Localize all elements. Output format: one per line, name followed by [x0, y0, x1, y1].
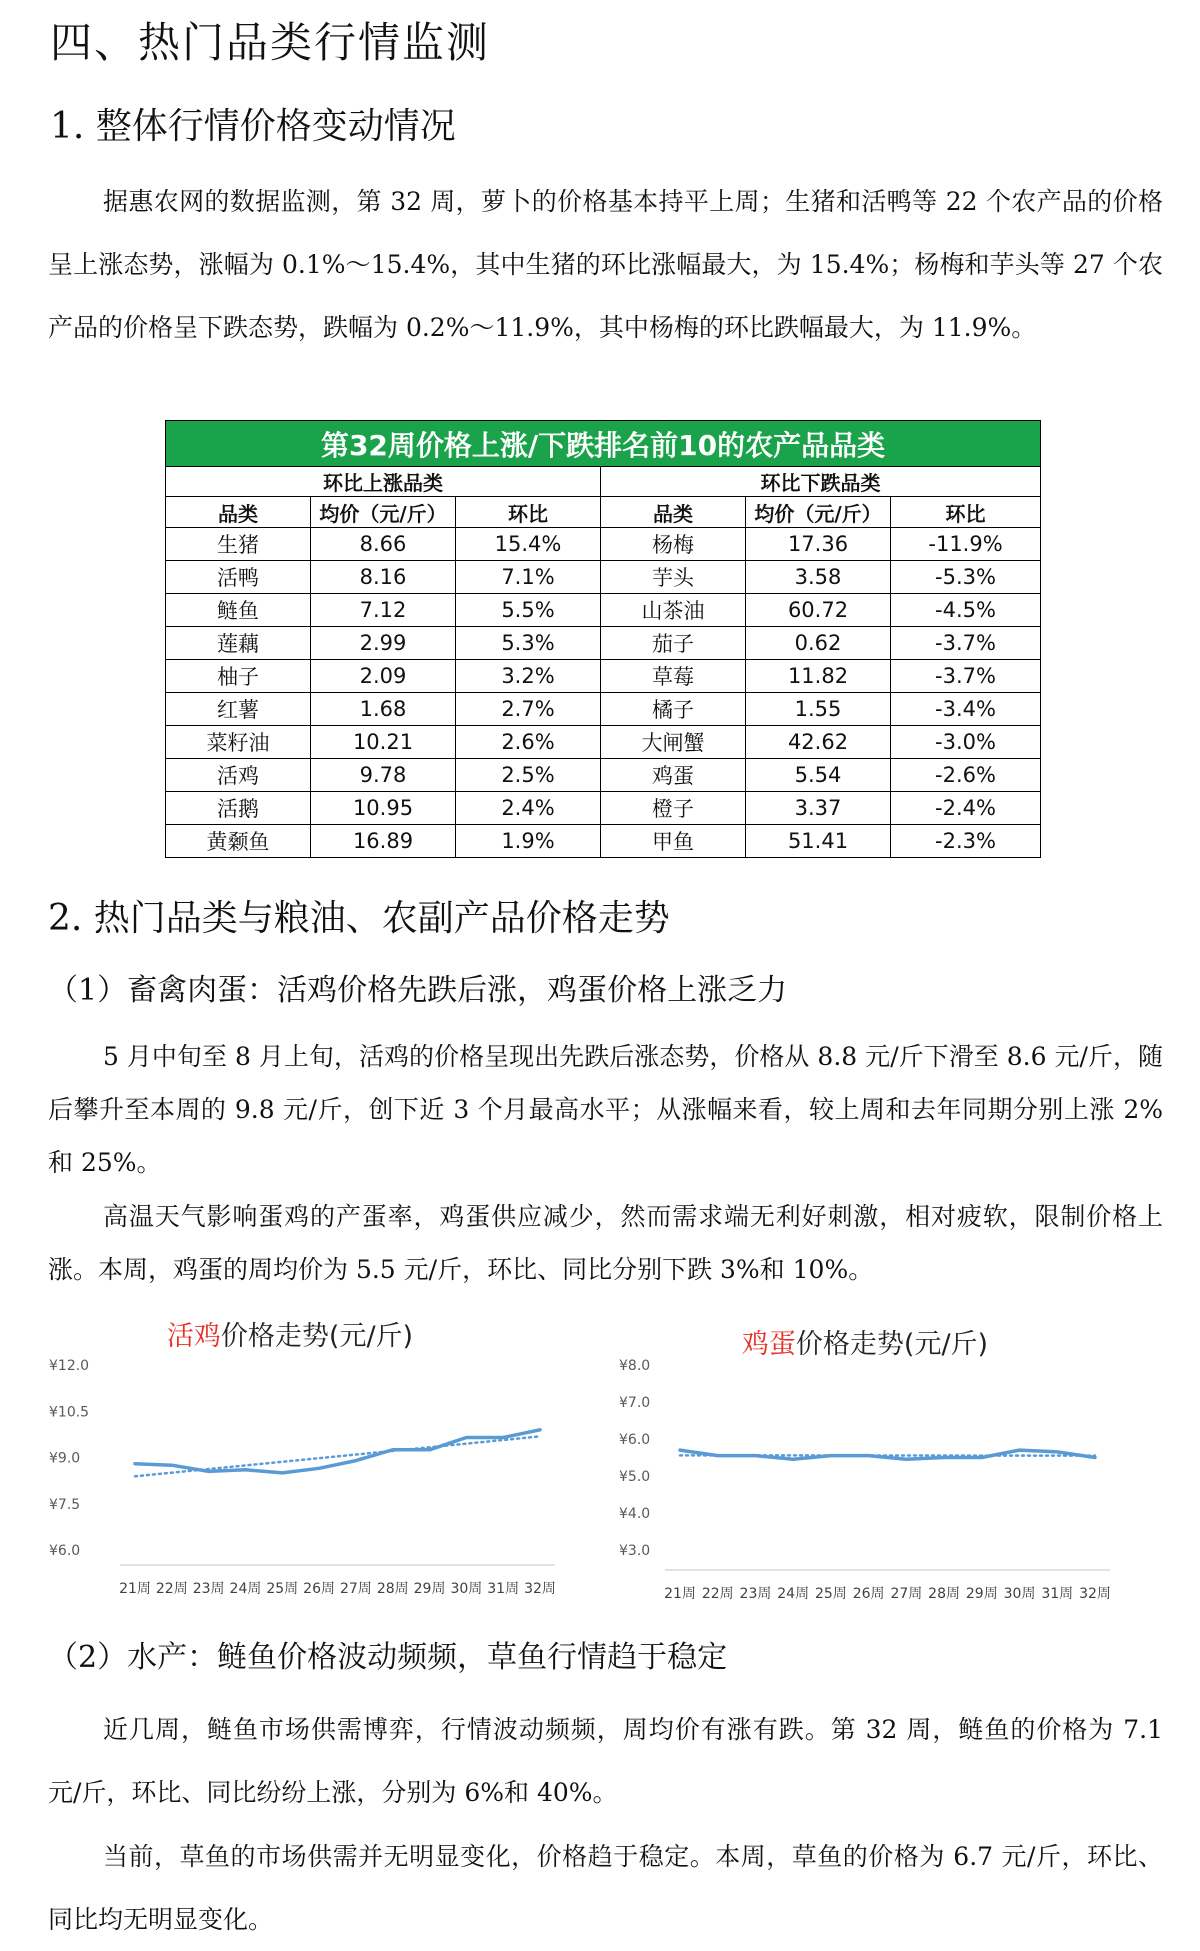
data-point: [354, 1459, 357, 1462]
x-tick-label: 26周: [853, 1586, 885, 1602]
fall-name-cell: 橘子: [601, 693, 746, 726]
data-point: [1056, 1450, 1059, 1453]
rise-name-cell: 活鹅: [166, 792, 311, 825]
rise-name-cell: 红薯: [166, 693, 311, 726]
rise-name-cell: 活鸭: [166, 561, 311, 594]
table-row: [166, 759, 1041, 792]
x-tick-label: 28周: [928, 1586, 960, 1602]
fall-price-cell: 11.82: [746, 660, 891, 693]
data-point: [207, 1470, 210, 1473]
rise-name-cell: 鲢鱼: [166, 594, 311, 627]
paragraph-grass-carp: 当前，草鱼的市场供需并无明显变化，价格趋于稳定。本周，草鱼的价格为 6.7 元/斤，环比、同比均无明显变化。: [48, 1825, 1163, 1951]
subheading-poultry: （1）畜禽肉蛋：活鸡价格先跌后涨，鸡蛋价格上涨乏力: [48, 965, 787, 1009]
x-tick-label: 30周: [450, 1581, 482, 1597]
series-line: [680, 1450, 1095, 1459]
x-tick-label: 27周: [340, 1581, 372, 1597]
fall-price-cell: 51.41: [746, 825, 891, 858]
live-chicken-price-chart: [45, 1305, 610, 1615]
egg-price-chart: [605, 1305, 1170, 1615]
x-tick-label: 32周: [1079, 1586, 1111, 1602]
x-tick-label: 29周: [414, 1581, 446, 1597]
fall-group-header: 环比下跌品类: [601, 467, 1041, 497]
chart-title: [167, 1321, 413, 1352]
subsection-title-overall: 1. 整体行情价格变动情况: [50, 98, 456, 149]
fall-price-cell: 5.54: [746, 759, 891, 792]
subsection-title-trends: 2. 热门品类与粮油、农副产品价格走势: [48, 890, 670, 941]
col-header-fall-name: 品类: [601, 497, 746, 528]
rise-price-cell: 16.89: [311, 825, 456, 858]
data-point: [716, 1454, 719, 1457]
rise-price-cell: 10.95: [311, 792, 456, 825]
x-tick-label: 26周: [303, 1581, 335, 1597]
x-tick-label: 28周: [377, 1581, 409, 1597]
fall-name-cell: 甲鱼: [601, 825, 746, 858]
x-tick-label: 24周: [777, 1586, 809, 1602]
rise-change-cell: 2.4%: [456, 792, 601, 825]
data-point: [905, 1458, 908, 1461]
table-row: [166, 627, 1041, 660]
data-point: [1094, 1456, 1097, 1459]
fall-price-cell: 42.62: [746, 726, 891, 759]
y-tick-label: ¥3.0: [619, 1543, 650, 1559]
x-tick-label: 30周: [1004, 1586, 1036, 1602]
fall-name-cell: 杨梅: [601, 528, 746, 561]
data-point: [829, 1454, 832, 1457]
x-tick-label: 22周: [156, 1581, 188, 1597]
chart-title: [742, 1329, 988, 1360]
chart-title-highlight: 鸡蛋: [742, 1329, 796, 1360]
rise-price-cell: 7.12: [311, 594, 456, 627]
fall-name-cell: 鸡蛋: [601, 759, 746, 792]
x-tick-label: 31周: [487, 1581, 519, 1597]
live-chicken-chart-svg: [45, 1305, 610, 1615]
data-point: [391, 1448, 394, 1451]
col-header-fall-change: 环比: [891, 497, 1041, 528]
data-point: [539, 1428, 542, 1431]
fall-change-cell: -2.3%: [891, 825, 1041, 858]
x-tick-label: 23周: [740, 1586, 772, 1602]
data-point: [792, 1458, 795, 1461]
data-point: [502, 1436, 505, 1439]
fall-name-cell: 大闸蟹: [601, 726, 746, 759]
data-point: [134, 1462, 137, 1465]
y-tick-label: ¥5.0: [619, 1469, 650, 1485]
rise-name-cell: 柚子: [166, 660, 311, 693]
paragraph-eggs: 高温天气影响蛋鸡的产蛋率，鸡蛋供应减少，然而需求端无利好刺激，相对疲软，限制价格上涨。本周，鸡蛋的周均价为 5.5 元/斤，环比、同比分别下跌 3%和 10%。: [48, 1190, 1163, 1296]
data-point: [867, 1454, 870, 1457]
data-point: [679, 1449, 682, 1452]
y-tick-label: ¥4.0: [619, 1506, 650, 1522]
price-ranking-table: [165, 420, 1041, 858]
data-point: [1018, 1449, 1021, 1452]
rise-name-cell: 活鸡: [166, 759, 311, 792]
rise-price-cell: 9.78: [311, 759, 456, 792]
fall-name-cell: 山茶油: [601, 594, 746, 627]
rise-name-cell: 黄颡鱼: [166, 825, 311, 858]
rise-change-cell: 2.5%: [456, 759, 601, 792]
paragraph-live-chicken: 5 月中旬至 8 月上旬，活鸡的价格呈现出先跌后涨态势，价格从 8.8 元/斤下滑至 8.6 元/斤，随后攀升至本周的 9.8 元/斤，创下近 3 个月最高水平；从涨幅来看，较上周和去年同期分别上涨 2%和 25%。: [48, 1030, 1163, 1189]
rise-change-cell: 2.7%: [456, 693, 601, 726]
rise-change-cell: 3.2%: [456, 660, 601, 693]
data-point: [281, 1471, 284, 1474]
x-tick-label: 32周: [524, 1581, 556, 1597]
x-tick-label: 24周: [230, 1581, 262, 1597]
data-point: [244, 1468, 247, 1471]
table-row: [166, 528, 1041, 561]
y-tick-label: ¥10.5: [49, 1404, 89, 1420]
x-tick-label: 29周: [966, 1586, 998, 1602]
table-row: [166, 792, 1041, 825]
fall-name-cell: 芋头: [601, 561, 746, 594]
data-point: [754, 1454, 757, 1457]
data-point: [980, 1456, 983, 1459]
subheading-aquatic: （2）水产：鲢鱼价格波动频频，草鱼行情趋于稳定: [48, 1632, 727, 1676]
col-header-rise-price: 均价（元/斤）: [311, 497, 456, 528]
x-tick-label: 31周: [1041, 1586, 1073, 1602]
fall-name-cell: 草莓: [601, 660, 746, 693]
fall-name-cell: 茄子: [601, 627, 746, 660]
fall-price-cell: 1.55: [746, 693, 891, 726]
y-tick-label: ¥7.0: [619, 1395, 650, 1411]
fall-change-cell: -3.0%: [891, 726, 1041, 759]
data-point: [465, 1436, 468, 1439]
rise-change-cell: 7.1%: [456, 561, 601, 594]
table-row: [166, 726, 1041, 759]
table-row: [166, 660, 1041, 693]
y-tick-label: ¥8.0: [619, 1358, 650, 1374]
rise-group-header: 环比上涨品类: [166, 467, 601, 497]
rise-price-cell: 2.99: [311, 627, 456, 660]
fall-change-cell: -2.4%: [891, 792, 1041, 825]
rise-price-cell: 8.66: [311, 528, 456, 561]
data-point: [428, 1448, 431, 1451]
fall-price-cell: 0.62: [746, 627, 891, 660]
paragraph-overall: 据惠农网的数据监测，第 32 周，萝卜的价格基本持平上周；生猪和活鸭等 22 个农产品的价格呈上涨态势，涨幅为 0.1%～15.4%，其中生猪的环比涨幅最大，为 15.4%；杨梅和芋头等 27 个农产品的价格呈下跌态势，跌幅为 0.2%～11.9%，其中杨梅的环比跌幅最大，为 11.9%。: [48, 170, 1163, 359]
fall-change-cell: -4.5%: [891, 594, 1041, 627]
y-tick-label: ¥6.0: [619, 1432, 650, 1448]
x-tick-label: 21周: [664, 1586, 696, 1602]
fall-change-cell: -3.7%: [891, 627, 1041, 660]
section-title: 四、热门品类行情监测: [50, 10, 490, 70]
fall-change-cell: -3.4%: [891, 693, 1041, 726]
rise-price-cell: 2.09: [311, 660, 456, 693]
col-header-rise-change: 环比: [456, 497, 601, 528]
table-row: [166, 825, 1041, 858]
chart-title-rest: 价格走势(元/斤): [221, 1321, 413, 1352]
y-tick-label: ¥9.0: [49, 1451, 80, 1467]
x-tick-label: 25周: [815, 1586, 847, 1602]
y-tick-label: ¥7.5: [49, 1497, 80, 1513]
fall-price-cell: 17.36: [746, 528, 891, 561]
table-row: [166, 693, 1041, 726]
fall-name-cell: 橙子: [601, 792, 746, 825]
col-header-fall-price: 均价（元/斤）: [746, 497, 891, 528]
rise-change-cell: 2.6%: [456, 726, 601, 759]
rise-price-cell: 8.16: [311, 561, 456, 594]
table-title: 第32周价格上涨/下跌排名前10的农产品品类: [166, 421, 1041, 467]
rise-name-cell: 菜籽油: [166, 726, 311, 759]
table-row: [166, 594, 1041, 627]
rise-change-cell: 15.4%: [456, 528, 601, 561]
paragraph-silver-carp: 近几周，鲢鱼市场供需博弈，行情波动频频，周均价有涨有跌。第 32 周，鲢鱼的价格为 7.1 元/斤，环比、同比纷纷上涨，分别为 6%和 40%。: [48, 1698, 1163, 1824]
x-tick-label: 23周: [193, 1581, 225, 1597]
rise-name-cell: 莲藕: [166, 627, 311, 660]
fall-price-cell: 60.72: [746, 594, 891, 627]
fall-change-cell: -5.3%: [891, 561, 1041, 594]
chart-title-highlight: 活鸡: [167, 1321, 221, 1352]
fall-change-cell: -3.7%: [891, 660, 1041, 693]
series-line: [135, 1430, 540, 1473]
y-tick-label: ¥6.0: [49, 1543, 80, 1559]
rise-change-cell: 1.9%: [456, 825, 601, 858]
x-tick-label: 27周: [890, 1586, 922, 1602]
y-tick-label: ¥12.0: [49, 1358, 89, 1374]
data-point: [943, 1456, 946, 1459]
col-header-rise-name: 品类: [166, 497, 311, 528]
data-point: [170, 1464, 173, 1467]
fall-change-cell: -2.6%: [891, 759, 1041, 792]
x-tick-label: 22周: [702, 1586, 734, 1602]
rise-name-cell: 生猪: [166, 528, 311, 561]
fall-price-cell: 3.58: [746, 561, 891, 594]
rise-price-cell: 10.21: [311, 726, 456, 759]
data-point: [318, 1467, 321, 1470]
rise-change-cell: 5.5%: [456, 594, 601, 627]
table-row: [166, 561, 1041, 594]
rise-change-cell: 5.3%: [456, 627, 601, 660]
fall-price-cell: 3.37: [746, 792, 891, 825]
x-tick-label: 25周: [266, 1581, 298, 1597]
rise-price-cell: 1.68: [311, 693, 456, 726]
egg-chart-svg: [605, 1305, 1170, 1615]
fall-change-cell: -11.9%: [891, 528, 1041, 561]
x-tick-label: 21周: [119, 1581, 151, 1597]
chart-title-rest: 价格走势(元/斤): [796, 1329, 988, 1360]
